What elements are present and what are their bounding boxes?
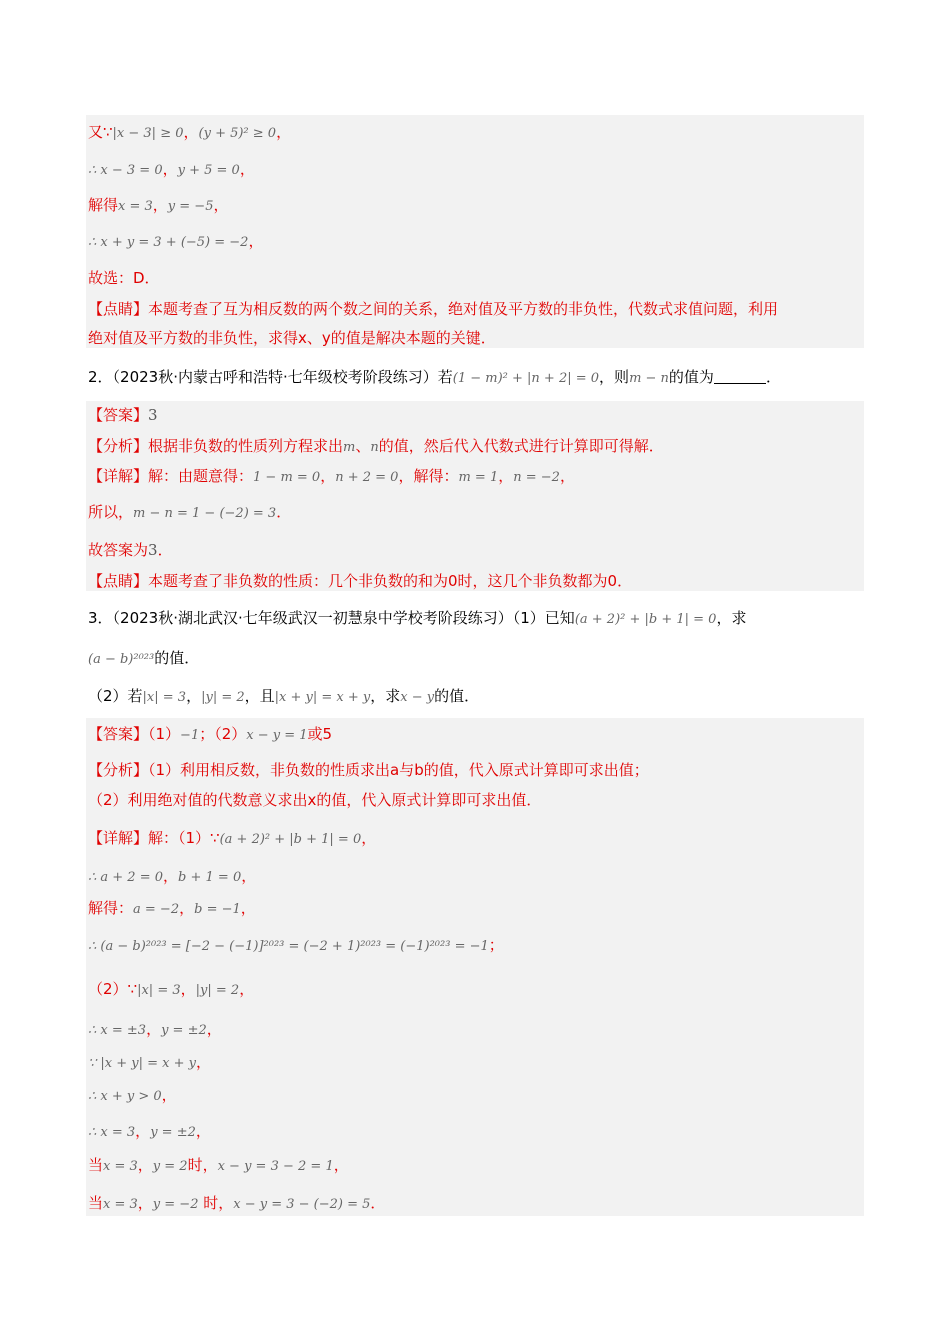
text: ， xyxy=(137,1194,153,1212)
text: ， xyxy=(498,467,514,485)
analysis-line-3b: （2）利用绝对值的代数意义求出x的值，代入原式计算即可求出值． xyxy=(88,791,542,809)
math: |y| = 2 xyxy=(195,983,240,998)
text: ． xyxy=(765,368,781,386)
math: x = 3 xyxy=(103,1159,138,1174)
answer-line-2 xyxy=(88,405,158,425)
solution-line-1 xyxy=(88,122,291,144)
text: ， xyxy=(180,980,196,998)
text: 的值，然后代入代数式进行计算即可得解． xyxy=(378,437,664,455)
text: 的值． xyxy=(154,649,200,667)
math: x − y = 3 − (−2) = 5 xyxy=(233,1197,371,1212)
detail-line-3-10 xyxy=(88,1155,349,1177)
question-3-line-3 xyxy=(88,686,479,708)
math: |y| = 2 xyxy=(201,690,245,705)
math: y + 5 = 0 xyxy=(177,163,240,178)
detail-line-3-6 xyxy=(88,1019,222,1041)
text: 【答案】（1） xyxy=(88,725,181,743)
text: ， xyxy=(179,899,195,917)
math: ∵ |x + y| = x + y xyxy=(88,1056,196,1071)
solution-block-2 xyxy=(86,401,864,591)
detail-line-3-4 xyxy=(88,935,504,957)
detail-line-3-11 xyxy=(88,1193,385,1215)
text: ， xyxy=(248,232,264,250)
math: (a + 2)² + |b + 1| = 0 xyxy=(574,612,717,627)
question-number: 2． xyxy=(88,368,113,386)
math: ∴ x − 3 = 0 xyxy=(88,163,163,178)
math: (1 − m)² + |n + 2| = 0 xyxy=(452,371,600,386)
math: y = −2 xyxy=(152,1197,199,1212)
solution-line-4 xyxy=(88,231,263,253)
math: x − y xyxy=(400,690,435,705)
detail-line-3-2 xyxy=(88,866,256,888)
math: |x| = 3 xyxy=(137,983,181,998)
text: ，解得： xyxy=(398,467,459,485)
analysis-line-3a: 【分析】（1）利用相反数，非负数的性质求出a与b的值，代入原式计算即可求出值； xyxy=(88,761,649,779)
question-2 xyxy=(88,367,781,389)
math: 3 xyxy=(148,541,158,559)
choice-line: 故选：D． xyxy=(88,269,160,287)
text: 的值为 xyxy=(668,368,714,386)
text: ， xyxy=(186,687,202,705)
math: ∴ x + y = 3 + (−5) = −2 xyxy=(88,235,249,250)
math: n + 2 = 0 xyxy=(335,470,399,485)
question-source: （2023秋·湖北武汉·七年级武汉一初慧泉中学校考阶段练习） xyxy=(112,609,513,627)
math: ∴ x = 3 xyxy=(88,1125,136,1140)
text: ， xyxy=(162,160,178,178)
math: m − n = 1 − (−2) = 3 xyxy=(133,506,277,521)
text: 【分析】根据非负数的性质列方程求出 xyxy=(88,437,344,455)
text: 解得： xyxy=(88,899,134,917)
analysis-line-2 xyxy=(88,436,664,458)
text: 解得 xyxy=(88,196,119,214)
text: ． xyxy=(370,1194,386,1212)
text: ， xyxy=(137,1156,153,1174)
text: ， xyxy=(240,899,256,917)
math: |x − 3| ≥ 0 xyxy=(112,126,184,141)
detail-line-3-9 xyxy=(88,1121,211,1143)
solution-line-3 xyxy=(88,195,228,217)
text: ， xyxy=(196,1053,212,1071)
text: ， xyxy=(183,123,199,141)
math: x − y = 3 − 2 = 1 xyxy=(217,1159,334,1174)
math: x = 3 xyxy=(118,199,153,214)
answer-line-3 xyxy=(88,724,332,746)
math: m − n xyxy=(629,371,669,386)
text: ， xyxy=(163,867,179,885)
question-source: （2023秋·内蒙古呼和浩特·七年级校考阶段练习） xyxy=(112,368,438,386)
text: ； xyxy=(488,936,504,954)
text: ， xyxy=(135,1122,151,1140)
detail-line-2 xyxy=(88,466,575,488)
text: 或5 xyxy=(307,725,333,743)
text: 时， xyxy=(198,1194,234,1212)
math: x − y = 1 xyxy=(246,728,308,743)
answer-blank xyxy=(714,369,766,384)
math: a = −2 xyxy=(133,902,180,917)
text: 若 xyxy=(437,368,453,386)
solution-line-2 xyxy=(88,159,255,181)
text: ， xyxy=(361,829,377,847)
text: 【详解】解：由题意得： xyxy=(88,467,254,485)
text: ， xyxy=(146,1020,162,1038)
text: ． xyxy=(157,541,173,559)
text: （2）若 xyxy=(88,687,143,705)
text: ，求 xyxy=(716,609,747,627)
math: n xyxy=(370,440,379,455)
math: m = 1 xyxy=(458,470,499,485)
math: (y + 5)² ≥ 0 xyxy=(198,126,277,141)
math: ∴ (a − b)²⁰²³ = [−2 − (−1)]²⁰²³ = (−2 + 1)²⁰²³ = (−1)²⁰²³ = −1 xyxy=(88,939,489,954)
text: 又∵ xyxy=(88,123,113,141)
text: ，且 xyxy=(244,687,275,705)
text: ，则 xyxy=(599,368,630,386)
tip-line-2: 绝对值及平方数的非负性，求得x、y的值是解决本题的关键． xyxy=(88,329,496,347)
detail-line-3-5 xyxy=(88,979,254,1001)
math: |x + y| = x + y xyxy=(274,690,371,705)
text: ， xyxy=(276,123,292,141)
math: y = ±2 xyxy=(150,1125,196,1140)
math: m xyxy=(343,440,356,455)
question-3-line-2 xyxy=(88,648,199,670)
text: ， xyxy=(559,467,575,485)
math: ∴ x + y > 0 xyxy=(88,1089,162,1104)
text: ， xyxy=(239,160,255,178)
math: −1 xyxy=(180,728,200,743)
math: |x| = 3 xyxy=(142,690,187,705)
text: ， xyxy=(333,1156,349,1174)
math: 3 xyxy=(148,406,158,424)
math: (a − b)²⁰²³ xyxy=(88,652,155,667)
detail-line-3-1 xyxy=(88,828,376,850)
text: 【详解】解：（1）∵ xyxy=(88,829,220,847)
final-line-2 xyxy=(88,540,173,560)
text: ， xyxy=(161,1086,177,1104)
text: 的值． xyxy=(434,687,480,705)
question-3-line-1 xyxy=(88,608,746,630)
text: ，求 xyxy=(370,687,401,705)
text: ， xyxy=(152,196,168,214)
text: （1）已知 xyxy=(512,609,575,627)
math: y = ±2 xyxy=(161,1023,207,1038)
math: 1 − m = 0 xyxy=(253,470,321,485)
tip-line-1: 【点睛】本题考查了互为相反数的两个数之间的关系，绝对值及平方数的非负性，代数式求值问题，利用 xyxy=(88,300,779,318)
detail-line-3-8 xyxy=(88,1085,177,1107)
math: n = −2 xyxy=(513,470,560,485)
text: ． xyxy=(276,503,292,521)
math: b + 1 = 0 xyxy=(178,870,242,885)
question-number: 3． xyxy=(88,609,113,627)
text: 所以， xyxy=(88,503,134,521)
text: 时， xyxy=(187,1156,218,1174)
answer-tag: 【答案】 xyxy=(88,406,149,424)
text: ；（2） xyxy=(199,725,247,743)
text: 当 xyxy=(88,1156,104,1174)
detail-line-3-3 xyxy=(88,898,256,920)
text: ， xyxy=(213,196,229,214)
text: 故答案为 xyxy=(88,541,149,559)
math: x = 3 xyxy=(103,1197,138,1212)
math: y = −5 xyxy=(167,199,214,214)
math: ∴ x = ±3 xyxy=(88,1023,147,1038)
so-line-2 xyxy=(88,502,291,524)
detail-line-3-7 xyxy=(88,1052,211,1074)
text: ， xyxy=(241,867,257,885)
text: ， xyxy=(239,980,255,998)
text: （2）∵ xyxy=(88,980,138,998)
math: (a + 2)² + |b + 1| = 0 xyxy=(219,832,362,847)
text: ， xyxy=(206,1020,222,1038)
math: ∴ a + 2 = 0 xyxy=(88,870,164,885)
text: ， xyxy=(320,467,336,485)
text: ， xyxy=(195,1122,211,1140)
math: y = 2 xyxy=(152,1159,188,1174)
text: 、 xyxy=(355,437,371,455)
math: b = −1 xyxy=(194,902,241,917)
tip-line-q2: 【点睛】本题考查了非负数的性质：几个非负数的和为0时，这几个非负数都为0． xyxy=(88,572,633,590)
text: 当 xyxy=(88,1194,104,1212)
